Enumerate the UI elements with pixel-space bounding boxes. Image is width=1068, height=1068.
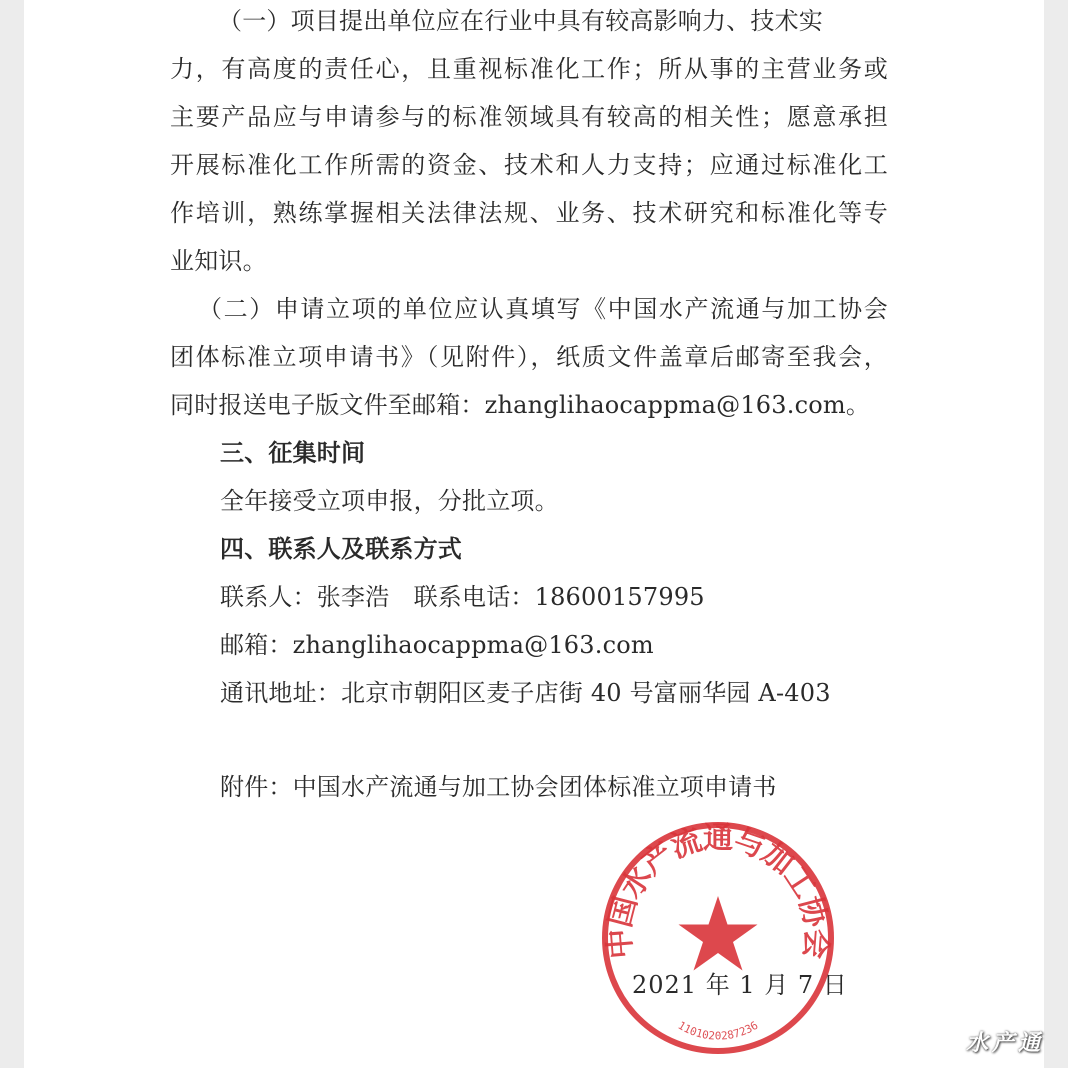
contact-email: 邮箱：zhanglihaocappma@163.com xyxy=(220,631,654,659)
section4-heading: 四、联系人及联系方式 xyxy=(220,534,462,563)
official-seal xyxy=(598,818,838,1058)
watermark-logo: 水产通 xyxy=(966,1030,1045,1056)
para1-line-3: 主要产品应与申请参与的标准领域具有较高的相关性；愿意承担 xyxy=(170,103,888,131)
seal-text: 中国水产流通与加工协会 xyxy=(602,821,834,961)
document-page xyxy=(24,0,1044,1068)
document-date: 2021 年 1 月 7 日 xyxy=(632,971,848,999)
para1-line-1: （一）项目提出单位应在行业中具有较高影响力、技术实 xyxy=(218,7,823,35)
section3-text: 全年接受立项申报，分批立项。 xyxy=(220,487,559,515)
para1-line-6: 业知识。 xyxy=(170,247,267,275)
para2-line-3: 同时报送电子版文件至邮箱：zhanglihaocappma@163.com。 xyxy=(170,391,871,419)
para1-line-5: 作培训，熟练掌握相关法律法规、业务、技术研究和标准化等专 xyxy=(170,199,888,227)
contact-address: 通讯地址：北京市朝阳区麦子店街 40 号富丽华园 A-403 xyxy=(220,679,831,707)
seal-star-icon xyxy=(679,896,758,971)
section3-heading: 三、征集时间 xyxy=(220,438,366,467)
para2-line-2: 团体标准立项申请书》（见附件），纸质文件盖章后邮寄至我会， xyxy=(170,343,888,371)
attachment-note: 附件：中国水产流通与加工协会团体标准立项申请书 xyxy=(220,773,777,801)
para1-line-4: 开展标准化工作所需的资金、技术和人力支持；应通过标准化工 xyxy=(170,151,888,179)
seal-number: 1101020287236 xyxy=(675,1018,761,1043)
para2-line-1: （二）申请立项的单位应认真填写《中国水产流通与加工协会 xyxy=(198,295,888,323)
contact-person: 联系人：张李浩 联系电话：18600157995 xyxy=(220,583,705,611)
para1-line-2: 力，有高度的责任心，且重视标准化工作；所从事的主营业务或 xyxy=(170,55,888,83)
